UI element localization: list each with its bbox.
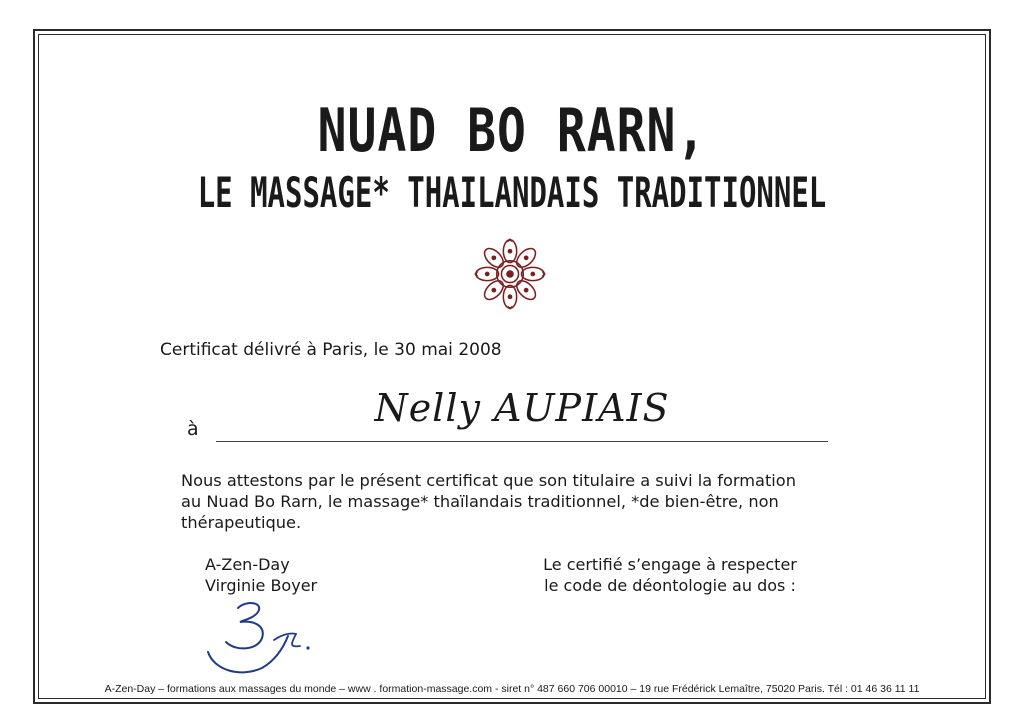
certificate-title: NUAD BO RARN, [317,96,707,166]
recipient-underline [216,441,828,442]
issuer-block [205,554,317,596]
commitment-block [520,554,820,596]
commitment-line: Le certifié s’engage à respecter [543,555,797,574]
mandala-ornament-icon [472,236,548,312]
statement-line: thérapeutique. [181,513,302,532]
issuer-organization: A-Zen-Day [205,555,290,574]
certificate-subtitle: LE MASSAGE* THAILANDAIS TRADITIONNEL [197,168,827,218]
issue-date-text: Certificat délivré à Paris, le 30 mai 2008 [160,340,502,360]
recipient-name: Nelly AUPIAIS [374,386,670,430]
statement-line: au Nuad Bo Rarn, le massage* thaïlandais traditionnel, *de bien-être, non [181,492,779,511]
certificate-footer: A-Zen-Day – formations aux massages du monde – www . formation-massage.com - siret n° 487 660 706 00010 – 19 rue Frédérick Lemaître, 75020 Paris. Tél : 01 46 36 11 11 [104,683,920,695]
statement-line: Nous attestons par le présent certificat que son titulaire a suivi la formation [181,471,796,490]
commitment-line: le code de déontologie au dos : [544,576,796,595]
recipient-prefix: à [187,418,199,440]
handwritten-signature [196,596,326,684]
certification-statement [181,470,861,533]
issuer-person: Virginie Boyer [205,576,318,595]
